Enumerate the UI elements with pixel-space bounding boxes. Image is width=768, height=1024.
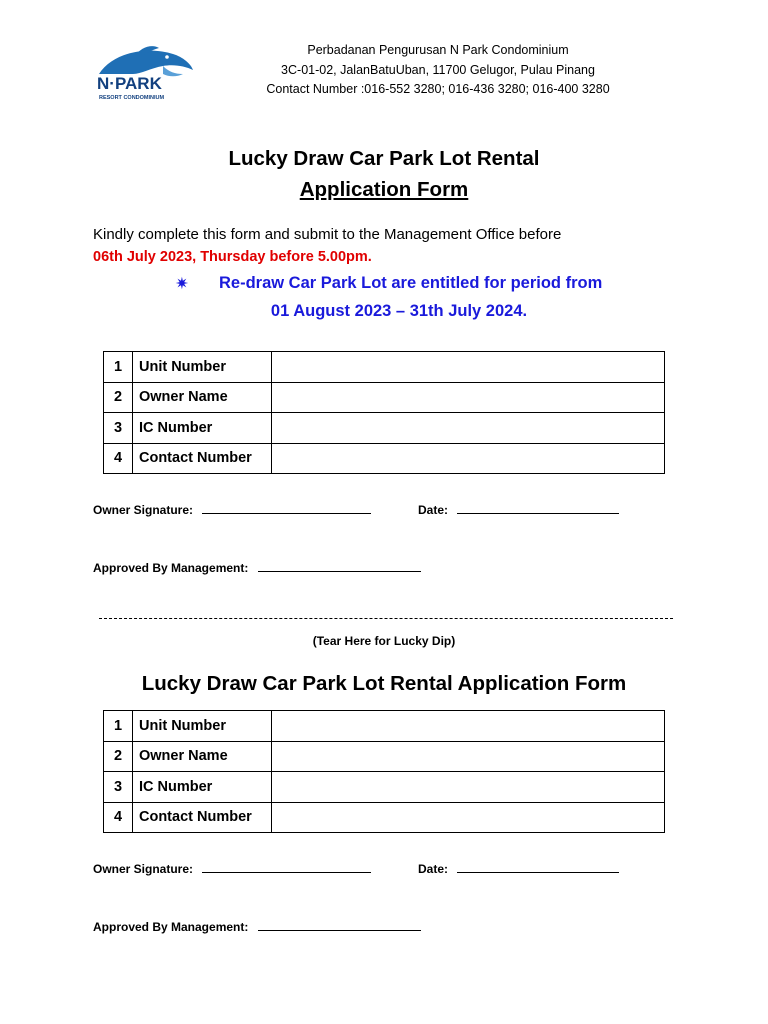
table-row [104,413,665,444]
lucky-dip-title: Lucky Draw Car Park Lot Rental Application Form [141,672,627,695]
form-subtitle: Application Form [299,178,469,201]
row-number: 3 [104,413,133,444]
table-row [104,772,665,803]
owner-name-field[interactable] [272,382,665,413]
contact-numbers: Contact Number :016-552 3280; 016-436 3280; 016-400 3280 [266,82,610,96]
date-label: Date: [418,503,449,517]
row-label: Contact Number [133,443,272,474]
approved-by-label: Approved By Management: [93,561,249,575]
approved-row [93,561,421,575]
table-row [104,443,665,474]
row-number: 2 [104,741,133,772]
owner-signature-row [93,862,371,876]
tear-line [99,618,673,619]
row-label: IC Number [133,772,272,803]
owner-signature-field[interactable] [202,871,371,873]
table-row [104,802,665,833]
approved-by-label: Approved By Management: [93,920,249,934]
application-table [103,351,665,474]
date-label: Date: [418,862,449,876]
row-number: 1 [104,352,133,383]
owner-signature-row [93,503,371,517]
date-field[interactable] [457,512,619,514]
dolphin-logo-icon [93,44,199,102]
bullet-icon: ✷ [175,275,189,293]
table-row [104,711,665,742]
owner-signature-field[interactable] [202,512,371,514]
owner-signature-label: Owner Signature: [93,503,194,517]
table-row [104,352,665,383]
contact-number-field[interactable] [272,802,665,833]
date-row [418,862,619,876]
npark-logo [93,44,199,102]
instruction-text: Kindly complete this form and submit to the Management Office before [93,226,562,243]
approved-by-field[interactable] [258,570,421,572]
unit-number-field[interactable] [272,711,665,742]
form-title: Lucky Draw Car Park Lot Rental [228,147,540,170]
row-number: 4 [104,443,133,474]
approved-row [93,920,421,934]
ic-number-field[interactable] [272,413,665,444]
row-label: Contact Number [133,802,272,833]
svg-text:RESORT CONDOMINIUM: RESORT CONDOMINIUM [99,95,165,101]
row-number: 1 [104,711,133,742]
svg-text:N·PARK: N·PARK [97,74,162,93]
period-line-2: 01 August 2023 – 31th July 2024. [270,302,528,320]
row-label: Unit Number [133,352,272,383]
date-row [418,503,619,517]
deadline-text: 06th July 2023, Thursday before 5.00pm. [93,249,372,265]
date-field[interactable] [457,871,619,873]
tear-label: (Tear Here for Lucky Dip) [312,634,456,648]
owner-name-field[interactable] [272,741,665,772]
owner-signature-label: Owner Signature: [93,862,194,876]
letterhead [200,41,676,100]
row-number: 4 [104,802,133,833]
organization-address: 3C-01-02, JalanBatuUban, 11700 Gelugor, Pulau Pinang [281,62,595,77]
row-label: Unit Number [133,711,272,742]
unit-number-field[interactable] [272,352,665,383]
table-row [104,741,665,772]
ic-number-field[interactable] [272,772,665,803]
row-number: 3 [104,772,133,803]
lucky-dip-table [103,710,665,833]
table-row [104,382,665,413]
row-label: Owner Name [133,741,272,772]
row-number: 2 [104,382,133,413]
approved-by-field[interactable] [258,929,421,931]
contact-number-field[interactable] [272,443,665,474]
form-subtitle-wrap [0,178,768,202]
row-label: Owner Name [133,382,272,413]
period-line-1: Re-draw Car Park Lot are entitled for period from [219,274,603,292]
organization-name: Perbadanan Pengurusan N Park Condominium [307,43,569,57]
row-label: IC Number [133,413,272,444]
